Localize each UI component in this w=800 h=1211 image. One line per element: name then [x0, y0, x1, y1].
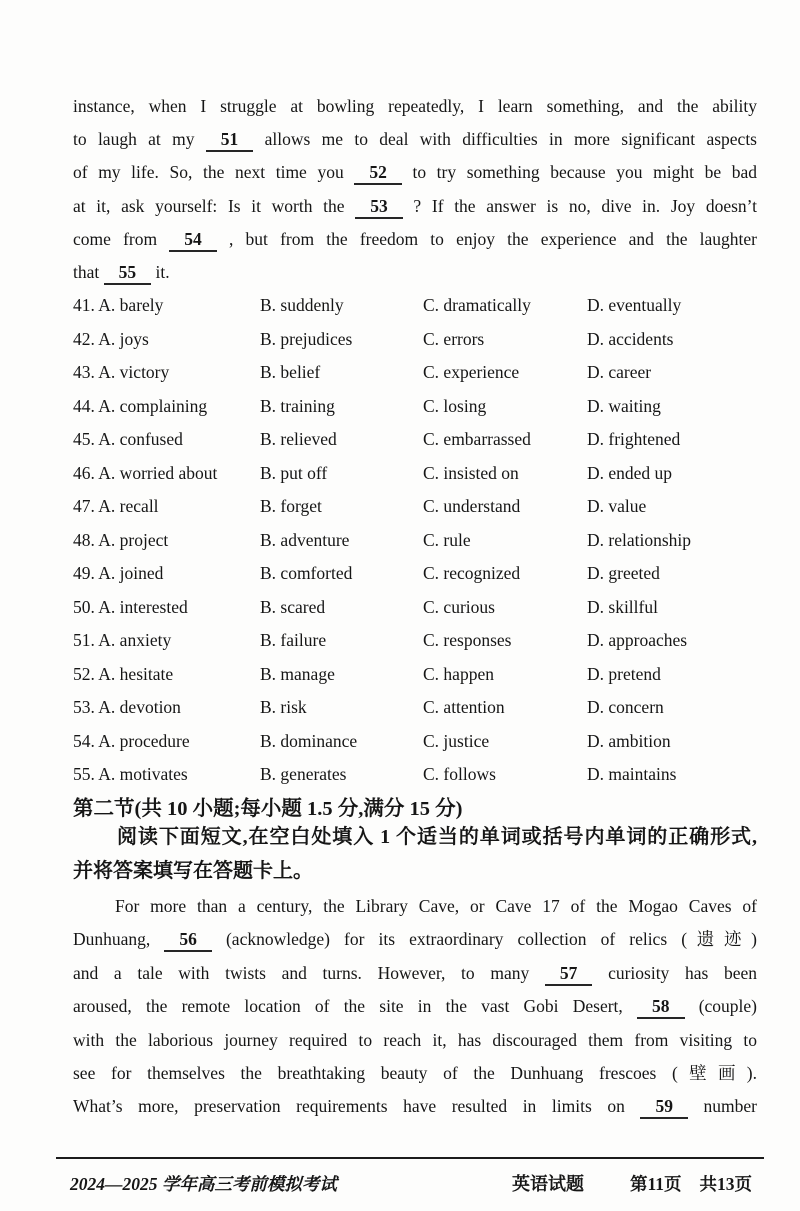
- question-row-44: [73, 390, 756, 424]
- question-row-42: [73, 323, 756, 357]
- option-c: C. curious: [423, 596, 495, 617]
- question-number: 50.: [73, 596, 95, 617]
- passage-text: (couple): [698, 996, 758, 1017]
- option-a: A. devotion: [98, 697, 181, 718]
- passage-text: , but from the freedom to enjoy the experience and the laughter: [228, 228, 757, 249]
- instruction-line-1: [73, 821, 757, 855]
- footer-exam-title: 2024—2025 学年高三考前模拟考试: [70, 1174, 337, 1194]
- question-row-53: [73, 691, 756, 725]
- blank-57: 57: [545, 963, 593, 986]
- cell-a: [73, 697, 260, 718]
- option-a: A. project: [98, 529, 169, 550]
- option-c: C. happen: [423, 663, 494, 684]
- option-c: C. attention: [423, 697, 505, 718]
- cell-a: [73, 731, 260, 752]
- blank-55: 55: [104, 262, 152, 285]
- passage-text: Dunhuang,: [73, 929, 151, 950]
- option-b: B. scared: [260, 596, 326, 617]
- question-number: 54.: [73, 730, 95, 751]
- footer-divider-line: [56, 1157, 764, 1159]
- option-c: C. insisted on: [423, 462, 519, 483]
- passage-text: For more than a century, the Library Cave, or Cave 17 of the Mogao Caves of: [115, 896, 757, 916]
- blank-56: 56: [164, 929, 212, 952]
- cloze-line-4: [73, 190, 757, 223]
- cloze-line-5: [73, 223, 757, 256]
- option-b: B. training: [260, 395, 335, 416]
- option-d: D. maintains: [587, 764, 677, 785]
- option-b: B. prejudices: [260, 328, 353, 349]
- passage-text: curiosity has been: [608, 962, 758, 983]
- option-d: D. ambition: [587, 730, 671, 751]
- option-a: A. anxiety: [98, 630, 172, 651]
- question-number: 55.: [73, 764, 95, 785]
- cell-a: [73, 530, 260, 551]
- passage-text: of my life. So, the next time you: [73, 162, 344, 183]
- section-2-instructions: [73, 821, 757, 888]
- grammar-line-5: [73, 1024, 757, 1057]
- option-b: B. suddenly: [260, 295, 344, 316]
- option-c: C. errors: [423, 328, 485, 349]
- question-row-48: [73, 524, 756, 558]
- question-row-54: [73, 725, 756, 759]
- option-a: A. victory: [98, 362, 170, 383]
- passage-text: come from: [73, 228, 158, 249]
- grammar-line-1: [73, 890, 757, 923]
- question-row-51: [73, 624, 756, 658]
- cell-a: [73, 362, 260, 383]
- passage-text: at it, ask yourself: Is it worth the: [73, 195, 345, 216]
- question-number: 52.: [73, 663, 95, 684]
- grammar-line-6: [73, 1057, 757, 1090]
- cell-a: [73, 463, 260, 484]
- option-d: D. value: [587, 496, 647, 517]
- question-number: 41.: [73, 295, 95, 316]
- option-b: B. comforted: [260, 563, 353, 584]
- cell-a: [73, 597, 260, 618]
- cloze-passage: [73, 90, 757, 289]
- option-a: A. barely: [98, 295, 164, 316]
- option-b: B. risk: [260, 697, 307, 718]
- cell-a: [73, 429, 260, 450]
- grammar-line-7: [73, 1090, 757, 1123]
- option-b: B. adventure: [260, 529, 350, 550]
- cell-a: [73, 664, 260, 685]
- instruction-text: 并将答案填写在答题卡上。: [73, 859, 313, 882]
- cloze-line-1: [73, 90, 757, 123]
- blank-58: 58: [637, 996, 685, 1019]
- option-d: D. eventually: [587, 295, 682, 316]
- page-current: 第11页: [630, 1174, 682, 1194]
- passage-text: instance, when I struggle at bowling repeatedly, I learn something, and the ability: [73, 96, 757, 116]
- option-a: A. joined: [98, 563, 164, 584]
- option-a: A. motivates: [98, 764, 188, 785]
- option-c: C. losing: [423, 395, 487, 416]
- blank-53: 53: [355, 196, 403, 219]
- cell-a: [73, 496, 260, 517]
- option-d: D. concern: [587, 697, 664, 718]
- passage-text: (acknowledge) for its extraordinary collection of relics (遗迹): [225, 929, 758, 950]
- passage-text: number: [703, 1096, 758, 1117]
- option-d: D. greeted: [587, 563, 660, 584]
- question-row-41: [73, 289, 756, 323]
- question-number: 45.: [73, 429, 95, 450]
- option-c: C. justice: [423, 730, 490, 751]
- question-row-55: [73, 758, 756, 792]
- passage-text: to laugh at my: [73, 129, 195, 150]
- passage-text: ? If the answer is no, dive in. Joy doesn’t: [413, 195, 758, 216]
- option-b: B. manage: [260, 663, 335, 684]
- question-row-52: [73, 658, 756, 692]
- option-a: A. complaining: [98, 395, 208, 416]
- passage-text: with the laborious journey required to reach it, has discouraged them from visiting to: [73, 1029, 757, 1050]
- option-a: A. interested: [98, 596, 188, 617]
- question-number: 44.: [73, 395, 95, 416]
- question-number: 49.: [73, 563, 95, 584]
- blank-52: 52: [354, 162, 402, 185]
- cell-a: [73, 295, 260, 316]
- footer-page-number: [630, 1171, 752, 1196]
- grammar-line-4: [73, 990, 757, 1023]
- question-number: 51.: [73, 630, 95, 651]
- question-row-50: [73, 591, 756, 625]
- cell-a: [73, 396, 260, 417]
- option-a: A. worried about: [98, 462, 218, 483]
- option-c: C. experience: [423, 362, 520, 383]
- option-c: C. embarrassed: [423, 429, 531, 450]
- option-d: D. approaches: [587, 630, 688, 651]
- passage-text: it.: [155, 262, 170, 283]
- cloze-line-2: [73, 123, 757, 156]
- option-b: B. generates: [260, 764, 347, 785]
- passage-text: see for themselves the breathtaking beauty of the Dunhuang frescoes (壁画).: [73, 1063, 757, 1084]
- blank-59: 59: [640, 1096, 688, 1119]
- option-b: B. forget: [260, 496, 322, 517]
- grammar-passage: [73, 890, 757, 1124]
- option-d: D. waiting: [587, 395, 661, 416]
- cell-a: [73, 329, 260, 350]
- option-c: C. rule: [423, 529, 471, 550]
- passage-text: and a tale with twists and turns. However, to many: [73, 962, 530, 983]
- question-row-46: [73, 457, 756, 491]
- passage-text: to try something because you might be bad: [412, 162, 758, 183]
- option-a: A. recall: [98, 496, 159, 517]
- option-a: A. joys: [98, 328, 149, 349]
- instruction-text: 阅读下面短文,在空白处填入 1 个适当的单词或括号内单词的正确形式,: [117, 826, 757, 848]
- option-b: B. relieved: [260, 429, 337, 450]
- cloze-line-3: [73, 156, 757, 189]
- section-2-heading: 第二节(共 10 小题;每小题 1.5 分,满分 15 分): [73, 798, 463, 820]
- option-d: D. ended up: [587, 462, 673, 483]
- question-row-43: [73, 356, 756, 390]
- option-a: A. confused: [98, 429, 183, 450]
- passage-text: allows me to deal with difficulties in more significant aspects: [264, 129, 757, 150]
- option-d: D. relationship: [587, 529, 692, 550]
- option-c: C. responses: [423, 630, 512, 651]
- cell-a: [73, 764, 260, 785]
- option-b: B. failure: [260, 630, 327, 651]
- passage-text: aroused, the remote location of the site in the vast Gobi Desert,: [73, 996, 623, 1017]
- option-c: C. dramatically: [423, 295, 531, 316]
- option-a: A. procedure: [98, 730, 190, 751]
- question-number: 42.: [73, 328, 95, 349]
- grammar-line-2: [73, 923, 757, 956]
- grammar-line-3: [73, 957, 757, 990]
- question-number: 48.: [73, 529, 95, 550]
- question-number: 47.: [73, 496, 95, 517]
- passage-text: that: [73, 262, 100, 283]
- footer-subject-label: 英语试题: [512, 1174, 584, 1194]
- question-row-45: [73, 423, 756, 457]
- options-list: [73, 289, 756, 792]
- instruction-line-2: [73, 855, 757, 889]
- option-d: D. career: [587, 362, 652, 383]
- question-number: 46.: [73, 462, 95, 483]
- question-number: 53.: [73, 697, 95, 718]
- cell-a: [73, 630, 260, 651]
- cloze-line-6: [73, 256, 757, 289]
- question-row-47: [73, 490, 756, 524]
- option-c: C. recognized: [423, 563, 521, 584]
- option-d: D. frightened: [587, 429, 681, 450]
- option-c: C. understand: [423, 496, 521, 517]
- passage-text: What’s more, preservation requirements have resulted in limits on: [73, 1096, 625, 1117]
- option-d: D. accidents: [587, 328, 674, 349]
- blank-51: 51: [206, 129, 254, 152]
- option-c: C. follows: [423, 764, 496, 785]
- option-b: B. dominance: [260, 730, 358, 751]
- cell-a: [73, 563, 260, 584]
- blank-54: 54: [169, 229, 217, 252]
- option-d: D. skillful: [587, 596, 658, 617]
- option-b: B. belief: [260, 362, 321, 383]
- option-d: D. pretend: [587, 663, 661, 684]
- question-number: 43.: [73, 362, 95, 383]
- option-a: A. hesitate: [98, 663, 174, 684]
- question-row-49: [73, 557, 756, 591]
- option-b: B. put off: [260, 462, 328, 483]
- page-total: 共13页: [699, 1174, 753, 1194]
